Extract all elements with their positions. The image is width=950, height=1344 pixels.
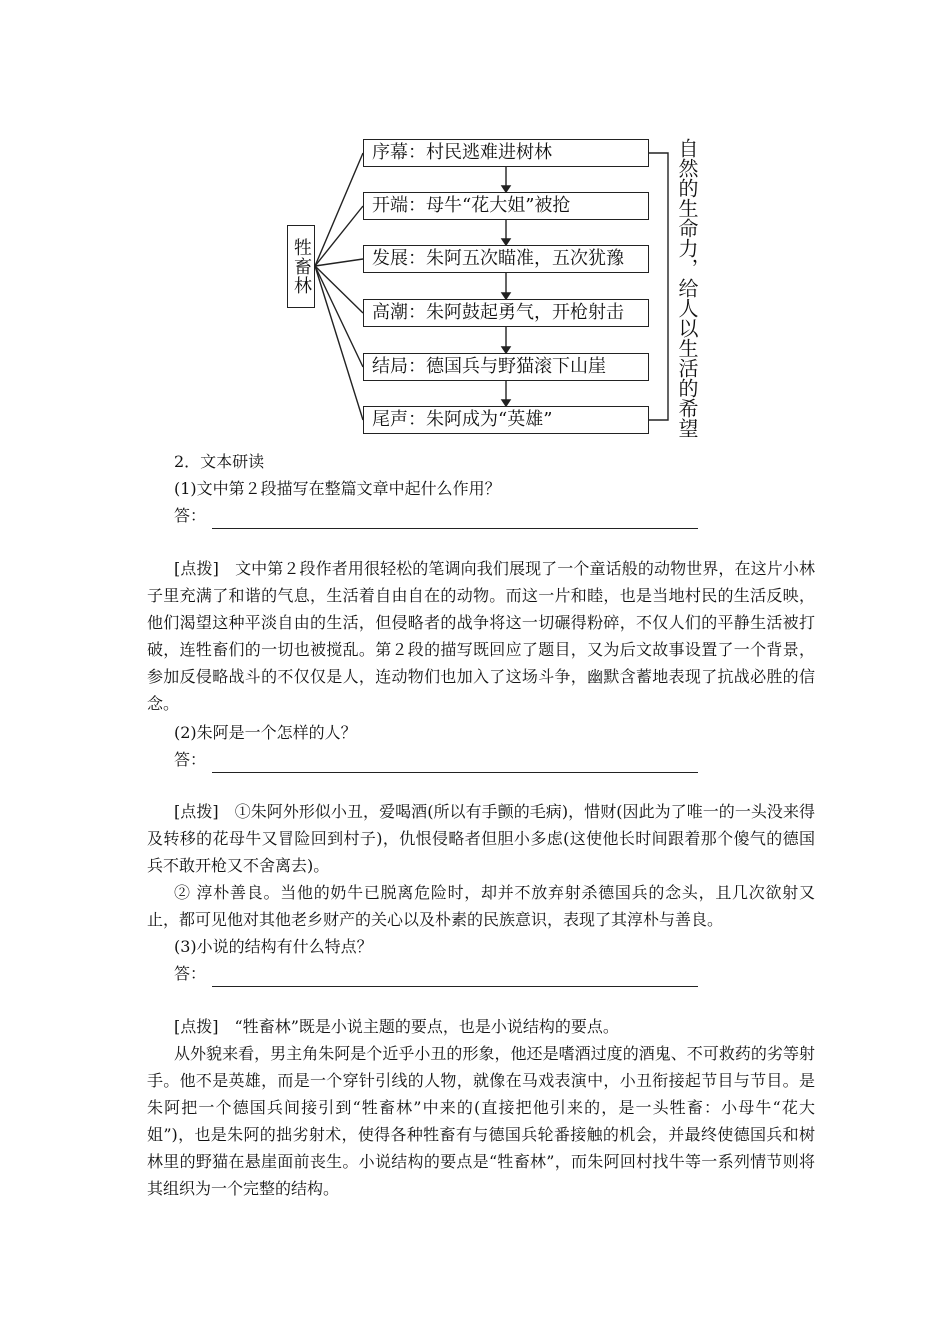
tip-2-label: [点拨] <box>174 802 219 821</box>
fan-line-2 <box>315 206 363 266</box>
question-3: (3)小说的结构有什么特点？ <box>174 937 373 956</box>
answer-3-row <box>174 960 818 987</box>
plot-structure-diagram <box>278 124 714 444</box>
answer-1-row <box>174 502 818 529</box>
tip-1 <box>147 555 815 717</box>
side-note: 自然的生命力，给人以生活的希望 <box>675 138 699 438</box>
tip-3-text-1: “牲畜林”既是小说主题的要点，也是小说结构的要点。 <box>234 1017 619 1036</box>
answer-label: 答： <box>174 506 207 525</box>
root-box-title: 牲畜林 <box>287 225 315 308</box>
right-bracket <box>649 153 668 420</box>
question-3-block <box>174 933 818 987</box>
tip-2-text-1: ①朱阿外形似小丑，爱喝酒(所以有手颤的毛病)，惜财(因此为了唯一的一头没来得及转移的花母牛又冒险回到村子)，仇恨侵略者但胆小多虑(这使他长时间跟着那个傻气的德国兵不敢开枪又不舍离去)。 <box>147 802 815 875</box>
tip-1-label: [点拨] <box>174 559 219 578</box>
tip-1-text: 文中第２段作者用很轻松的笔调向我们展现了一个童话般的动物世界，在这片小林子里充满了和谐的气息，生活着自由自在的动物。而这一片和睦，也是当地村民的生活反映，他们渴望这种平淡自由的生活，但侵略者的战争将这一切碾得粉碎，不仅人们的平静生活被打破，连牲畜们的一切也被搅乱。第２段的描写既回应了题目，又为后文故事设置了一个背景，参加反侵略战斗的不仅仅是人，连动物们也加入了这场斗争，幽默含蓄地表现了抗战必胜的信念。 <box>147 559 815 713</box>
text-section <box>174 448 818 529</box>
answer-label: 答： <box>174 750 207 769</box>
stage-climax: 高潮：朱阿鼓起勇气，开枪射击 <box>363 299 649 327</box>
question-2: (2)朱阿是一个怎样的人？ <box>174 723 357 742</box>
tip-3 <box>147 1013 815 1040</box>
answer-1-blank[interactable] <box>212 510 698 529</box>
fan-line-3 <box>315 259 363 266</box>
tip-3-text-2: 从外貌来看，男主角朱阿是个近乎小丑的形象，他还是嗜酒过度的酒鬼、不可救药的劣等射手。他不是英雄，而是一个穿针引线的人物，就像在马戏表演中，小丑衔接起节目与节目。是朱阿把一个德国兵间接引到“牲畜林”中来的(直接把他引来的，是一头牲畜：小母牛“花大姐”)，也是朱阿的拙劣射术，使得各种牲畜有与德国兵轮番接触的机会，并最终使德国兵和树林里的野猫在悬崖面前丧生。小说结构的要点是“牲畜林”，而朱阿回村找牛等一系列情节则将其组织为一个完整的结构。 <box>147 1044 815 1198</box>
fan-line-5 <box>315 266 363 367</box>
stage-development: 发展：朱阿五次瞄准，五次犹豫 <box>363 245 649 273</box>
section-heading: 2．文本研读 <box>174 452 265 471</box>
question-1: (1)文中第２段描写在整篇文章中起什么作用？ <box>174 479 501 498</box>
stage-prologue: 序幕：村民逃难进树林 <box>363 139 649 167</box>
answer-2-row <box>174 746 818 773</box>
tip-3-label: [点拨] <box>174 1017 219 1036</box>
answer-label: 答： <box>174 964 207 983</box>
question-2-block <box>174 719 818 773</box>
answer-3-blank[interactable] <box>212 968 698 987</box>
tip-2-text-2: ② 淳朴善良。当他的奶牛已脱离危险时，却并不放弃射杀德国兵的念头，且几次欲射又止，都可见他对其他老乡财产的关心以及朴素的民族意识，表现了其淳朴与善良。 <box>147 883 815 929</box>
tip-2-point-2 <box>147 879 815 933</box>
tip-2 <box>147 798 815 879</box>
answer-2-blank[interactable] <box>212 754 698 773</box>
stage-ending: 结局：德国兵与野猫滚下山崖 <box>363 353 649 381</box>
stage-beginning: 开端：母牛“花大姐”被抢 <box>363 192 649 220</box>
stage-epilogue: 尾声：朱阿成为“英雄” <box>363 406 649 434</box>
diagram-connectors <box>278 124 714 444</box>
tip-3-paragraph <box>147 1040 815 1202</box>
fan-line-1 <box>315 153 363 266</box>
